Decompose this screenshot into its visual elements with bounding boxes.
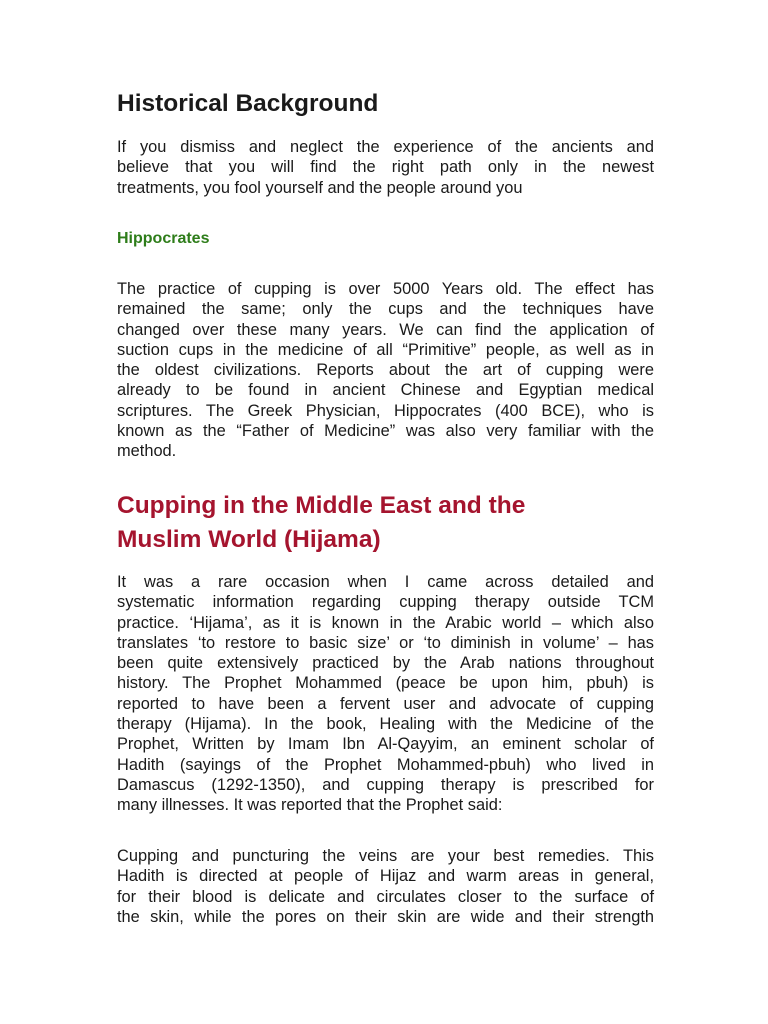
text-line: Hadith is directed at people of Hijaz and warm areas in general, (117, 867, 654, 886)
text-line: the oldest civilizations. Reports about the art of cupping were (117, 361, 654, 380)
text-line: method. (117, 442, 177, 461)
text-line: changed over these many years. We can find the application of (117, 320, 654, 339)
section-heading-line: Cupping in the Middle East and the (117, 492, 526, 519)
text-line: reported to have been a fervent user and advocate of cupping (117, 694, 654, 713)
text-line: many illnesses. It was reported that the Prophet said: (117, 796, 503, 815)
text-line: Cupping and puncturing the veins are your best remedies. This (117, 847, 654, 865)
paragraph-hijama (117, 572, 654, 816)
text-line: Prophet, Written by Imam Ibn Al-Qayyim, an eminent scholar of (117, 735, 654, 754)
section-heading-line: Muslim World (Hijama) (117, 526, 381, 553)
subheading-hippocrates: Hippocrates (117, 230, 210, 247)
text-line: history. The Prophet Mohammed (peace be upon him, pbuh) is (117, 674, 654, 693)
text-line: the skin, while the pores on their skin are wide and their strength (117, 907, 654, 926)
text-line: suction cups in the medicine of all “Primitive” people, as well as in (117, 340, 654, 359)
text-line: already to be found in ancient Chinese and Egyptian medical (117, 381, 654, 400)
text-line: Hadith (sayings of the Prophet Mohammed-pbuh) who lived in (117, 755, 654, 774)
section-heading-hijama (117, 489, 654, 557)
text-line: The practice of cupping is over 5000 Years old. The effect has (117, 280, 654, 298)
text-line: remained the same; only the cups and the techniques have (117, 300, 654, 319)
text-line: systematic information regarding cupping therapy outside TCM (117, 593, 654, 612)
intro-paragraph (117, 137, 654, 198)
text-line: therapy (Hijama). In the book, Healing with the Medicine of the (117, 715, 654, 734)
text-line: If you dismiss and neglect the experience of the ancients and (117, 138, 654, 156)
page-title: Historical Background (117, 90, 379, 117)
text-line: believe that you will find the right path only in the newest (117, 158, 654, 177)
text-line: It was a rare occasion when I came across detailed and (117, 573, 654, 591)
text-line: known as the “Father of Medicine” was also very familiar with the (117, 422, 654, 441)
paragraph-hadith (117, 846, 654, 927)
text-line: Damascus (1292-1350), and cupping therapy is prescribed for (117, 775, 654, 794)
text-line: scriptures. The Greek Physician, Hippocrates (400 BCE), who is (117, 401, 654, 420)
paragraph-history (117, 279, 654, 462)
text-line: for their blood is delicate and circulates closer to the surface of (117, 887, 654, 906)
text-line: treatments, you fool yourself and the people around you (117, 178, 523, 197)
text-line: been quite extensively practiced by the Arab nations throughout (117, 654, 654, 673)
text-line: translates ‘to restore to basic size’ or ‘to diminish in volume’ – has (117, 633, 654, 652)
text-line: practice. ‘Hijama’, as it is known in the Arabic world – which also (117, 613, 654, 632)
